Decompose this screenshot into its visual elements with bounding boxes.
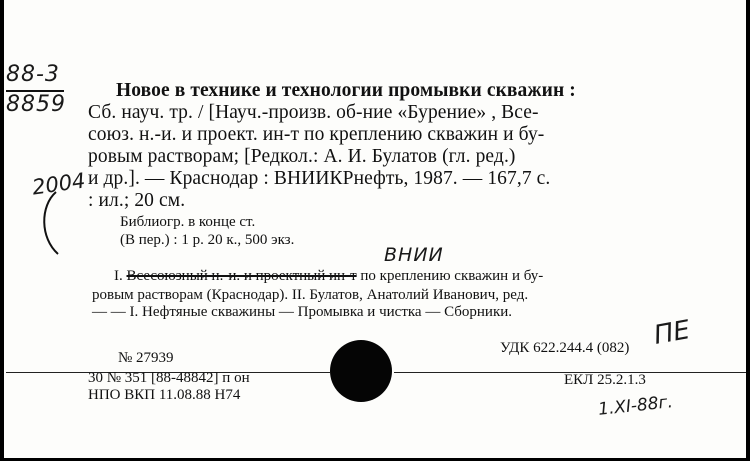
tracing-roman-1: I. xyxy=(114,268,123,284)
card-right-border xyxy=(746,0,750,461)
entry-line-4: ровым растворам; [Редкол.: А. И. Булатов (гл. ред.) xyxy=(88,146,516,167)
call-number-top: 88-3 xyxy=(6,62,60,87)
handwritten-correction: ВНИИ xyxy=(384,244,444,266)
margin-mark: 2004 xyxy=(30,168,87,200)
order-line: 30 № 351 [88-48842] п он xyxy=(88,370,250,386)
card-number: № 27939 xyxy=(118,350,174,366)
card-left-border xyxy=(0,0,4,461)
entry-line-5: и др.]. — Краснодар : ВНИИКРнефть, 1987. — 167,7 с. xyxy=(88,168,551,189)
entry-line-2: Сб. науч. тр. / [Науч.-произв. об-ние «Бурение» , Все- xyxy=(88,102,539,123)
udc-code: УДК 622.244.4 (082) xyxy=(500,340,630,356)
tracing-struck-text: Всесоюзный н.-и. и проектный ин-т xyxy=(126,268,357,284)
binding-price-note: (В пер.) : 1 р. 20 к., 500 экз. xyxy=(120,232,295,248)
corner-mark: ПЕ xyxy=(651,315,693,351)
entry-line-3: союз. н.-и. и проект. ин-т по креплению скважин и бу- xyxy=(88,124,545,145)
handwritten-date: 1.XI-88г. xyxy=(597,392,674,420)
tracing-line-1-rest: по креплению скважин и бу- xyxy=(360,268,544,284)
ekl-code: ЕКЛ 25.2.1.3 xyxy=(564,372,646,388)
call-number-bottom: 8859 xyxy=(6,92,66,117)
bibliography-note: Библиогр. в конце ст. xyxy=(120,214,256,230)
punch-hole xyxy=(330,340,392,402)
margin-bracket xyxy=(34,188,64,258)
entry-line-6: : ил.; 20 см. xyxy=(88,190,186,211)
tracing-line-1 xyxy=(114,268,543,285)
tracing-line-3: — — I. Нефтяные скважины — Промывка и чистка — Сборники. xyxy=(92,304,513,320)
entry-title: Новое в технике и технологии промывки скважин : xyxy=(116,80,576,101)
tracing-line-2: ровым растворам (Краснодар). II. Булатов, Анатолий Иванович, ред. xyxy=(92,287,529,303)
publisher-line: НПО ВКП 11.08.88 Н74 xyxy=(88,387,241,403)
